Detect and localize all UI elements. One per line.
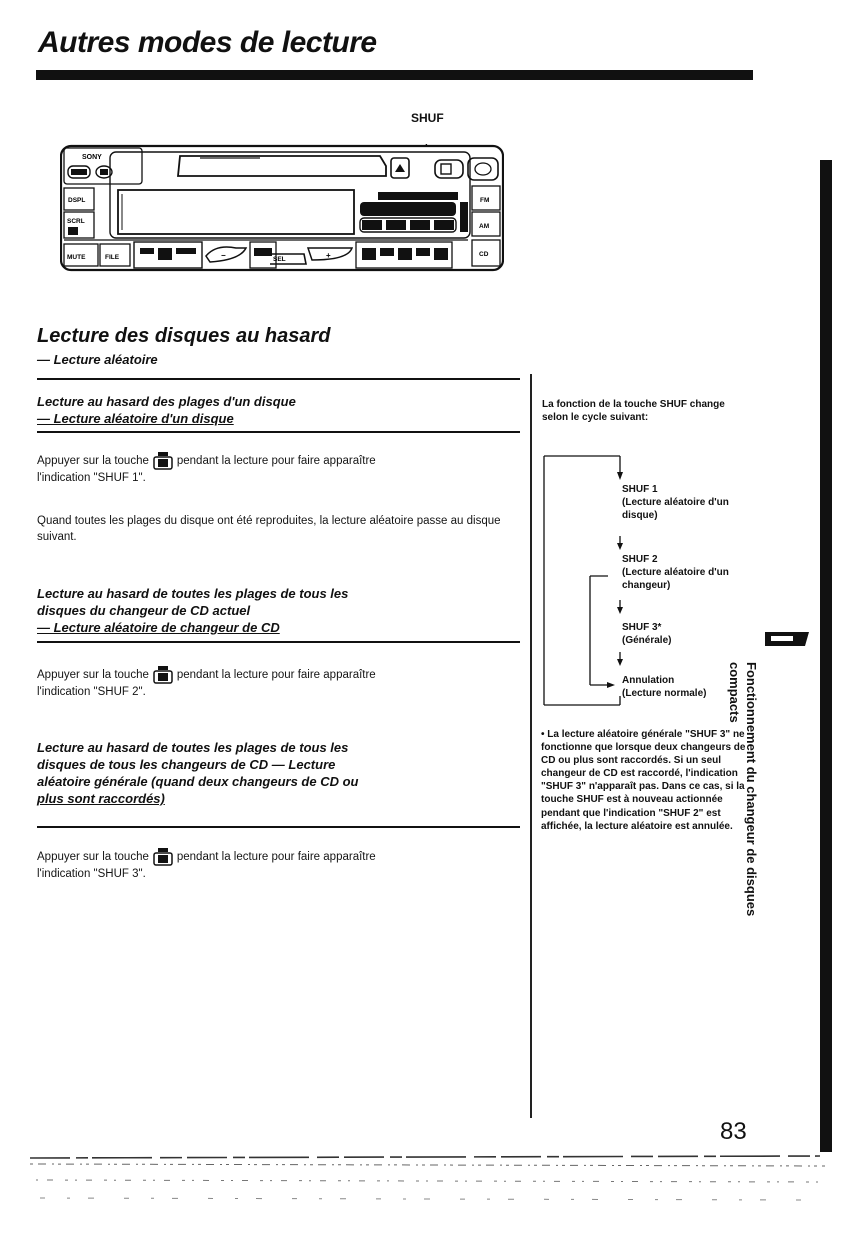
cycle-diagram-arrows [540,450,630,725]
block3-heading: Lecture au hasard de toutes les plages de tous les disques de tous les changeurs de CD — Lecture aléatoire générale (quand deux changeurs de CD ou plus sont raccordés) [37,740,359,806]
cd-button-label: CD [479,251,489,258]
shuf-callout-label: SHUF [411,111,444,125]
column-divider [530,374,532,1118]
page-edge-bar [820,160,832,1152]
section-title: Lecture des disques au hasard [37,325,331,347]
dspl-button-label: DSPL [68,197,86,204]
block1-paragraph1: Appuyer sur la touche pendant la lecture pour faire apparaître l'indication "SHUF 1". [37,452,515,486]
svg-text:−: − [221,251,226,260]
page-number: 83 [720,1118,747,1145]
section-subtitle: — Lecture aléatoire [37,352,158,367]
shuf-key-icon [153,452,173,470]
shuf-key-icon [153,666,173,684]
am-button-label: AM [479,223,490,230]
shuf-key-icon [153,848,173,866]
cycle-step-1: SHUF 1 (Lecture aléatoire d'un disque) [622,484,729,521]
block2-rule [37,641,520,643]
cycle-step-4: Annulation (Lecture normale) [622,675,707,699]
cycle-step-3: SHUF 3* (Générale) [622,622,672,646]
sel-button-label: SEL [273,256,286,263]
section-rule [37,378,520,380]
title-rule [36,70,753,80]
block3-paragraph1: Appuyer sur la touche pendant la lecture pour faire apparaître l'indication "SHUF 3". [37,848,515,882]
sidebar-note: • La lecture aléatoire générale "SHUF 3" ne fonctionne que lorsque deux changeurs de CD ou plus sont raccordés. Si un seul changeur de CD est raccordé, l'indication "SHUF 3" n'apparaît pas. Dans ce cas, si la touche SHUF est à nouveau actionnée pendant que l'indication "SHUF 2" est affichée, la lecture aléatoire est annulée. [541,729,746,832]
scrl-button-label: SCRL [67,218,85,225]
sidebar-intro: La fonction de la touche SHUF change selon le cycle suivant: [542,399,725,423]
block1-heading: Lecture au hasard des plages d'un disque — Lecture aléatoire d'un disque [37,394,296,426]
block2-heading: Lecture au hasard de toutes les plages de tous les disques du changeur de CD actuel — Lecture aléatoire de changeur de CD [37,586,349,635]
block3-rule [37,826,520,828]
chapter-side-text: Fonctionnement du changeur de disques compacts [727,662,759,917]
chapter-tab-marker [763,630,813,648]
scan-noise-footer [30,1150,830,1220]
page-title: Autres modes de lecture [38,26,377,59]
block2-paragraph1: Appuyer sur la touche pendant la lecture pour faire apparaître l'indication "SHUF 2". [37,666,515,700]
file-button-label: FILE [105,254,120,261]
block1-paragraph2: Quand toutes les plages du disque ont été reproduites, la lecture aléatoire passe au disque suivant. [37,515,501,543]
fm-button-label: FM [480,197,490,204]
car-stereo-front-panel-illustration [60,144,504,272]
brand-logo-text: SONY [82,154,102,161]
svg-text:+: + [326,251,331,260]
mute-button-label: MUTE [67,254,86,261]
block1-rule [37,431,520,433]
cycle-step-2: SHUF 2 (Lecture aléatoire d'un changeur) [622,554,729,591]
